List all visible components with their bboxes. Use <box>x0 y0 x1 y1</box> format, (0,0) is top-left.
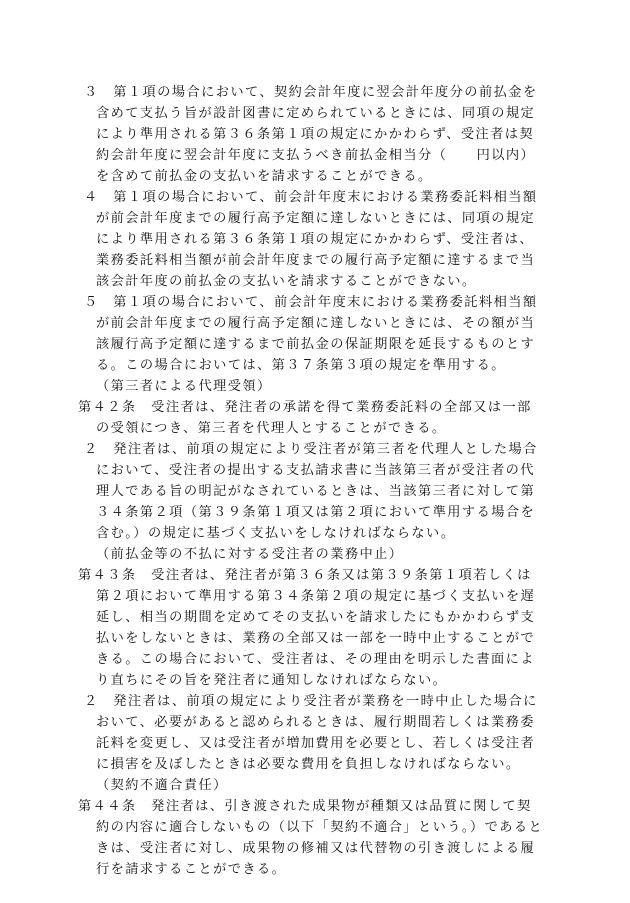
text-line: が前会計年度までの履行高予定額に達しないときには、同項の規定 <box>96 211 536 226</box>
text-line: 払いをしないときは、業務の全部又は一部を一時中止することがで <box>96 631 536 646</box>
text-line: ４ 第１項の場合において、前会計年度末における業務委託料相当額 <box>84 190 538 205</box>
text-line: 含めて支払う旨が設計図書に定められているときには、同項の規定 <box>96 106 536 121</box>
article-line: 第４４条 発注者は、引き渡された成果物が種類又は品質に関して契 <box>78 799 532 814</box>
text-line: おいて、必要があると認められるときは、履行期間若しくは業務委 <box>96 715 535 730</box>
text-line: により準用される第３６条第１項の規定にかかわらず、受注者は契 <box>96 127 535 142</box>
text-line: きる。この場合において、受注者は、その理由を明示した書面によ <box>96 652 535 667</box>
section-heading: （前払金等の不払に対する受注者の業務中止） <box>96 547 404 562</box>
text-line: 第２項において準用する第３４条第２項の規定に基づく支払いを遅 <box>96 589 536 604</box>
text-line: 約会計年度に翌会計年度に支払うべき前払金相当分（ 円以内） <box>96 148 536 163</box>
text-line: る。この場合においては、第３７条第３項の規定を準用する。 <box>96 358 506 373</box>
text-line: きは、受注者に対し、成果物の修補又は代替物の引き渡しによる履 <box>96 841 536 856</box>
text-line: ２ 発注者は、前項の規定により受注者が業務を一時中止した場合に <box>84 694 538 709</box>
text-line: り直ちにその旨を発注者に通知しなければならない。 <box>96 673 448 688</box>
section-heading: （第三者による代理受領） <box>96 379 272 394</box>
article-line: 第４３条 受注者は、発注者が第３６条又は第３９条第１項若しくは <box>78 568 532 583</box>
text-line: ２ 発注者は、前項の規定により受注者が第三者を代理人とした場合 <box>84 442 538 457</box>
text-line: に損害を及ぼしたときは必要な費用を負担しなければならない。 <box>96 757 521 772</box>
text-line: 行を請求することができる。 <box>96 862 287 877</box>
text-line: を含めて前払金の支払いを請求することができる。 <box>96 169 433 184</box>
text-line: ３４条第２項（第３９条第１項又は第２項において準用する場合を <box>96 505 536 520</box>
text-line: 含む。）の規定に基づく支払いをしなければならない。 <box>96 526 456 541</box>
text-line: 該会計年度の前払金の支払いを請求することができない。 <box>96 274 477 289</box>
text-line: により準用される第３６条第１項の規定にかかわらず、受注者は、 <box>96 232 535 247</box>
text-line: 理人である旨の明記がなされているときは、当該第三者に対して第 <box>96 484 536 499</box>
text-line: 該履行高予定額に達するまで前払金の保証期限を延長するものとす <box>96 337 536 352</box>
text-line: が前会計年度までの履行高予定額に達しないときには、その額が当 <box>96 316 536 331</box>
text-line: において、受注者の提出する支払請求書に当該第三者が受注者の代 <box>96 463 535 478</box>
text-line: ３ 第１項の場合において、契約会計年度に翌会計年度分の前払金を <box>84 85 538 100</box>
text-line: の受領につき、第三者を代理人とすることができる。 <box>96 421 447 436</box>
text-line: 託料を変更し、又は受注者が増加費用を必要とし、若しくは受注者 <box>96 736 536 751</box>
text-line: 業務委託料相当額が前会計年度までの履行高予定額に達するまで当 <box>96 253 536 268</box>
article-line: 第４２条 受注者は、発注者の承諾を得て業務委託料の全部又は一部 <box>78 400 532 415</box>
text-line: 延し、相当の期間を定めてその支払いを請求したにもかかわらず支 <box>96 610 536 625</box>
text-line: ５ 第１項の場合において、前会計年度末における業務委託料相当額 <box>84 295 538 310</box>
text-line: 約の内容に適合しないもの（以下「契約不適合」という。）であると <box>96 820 544 835</box>
section-heading: （契約不適合責任） <box>96 778 228 793</box>
